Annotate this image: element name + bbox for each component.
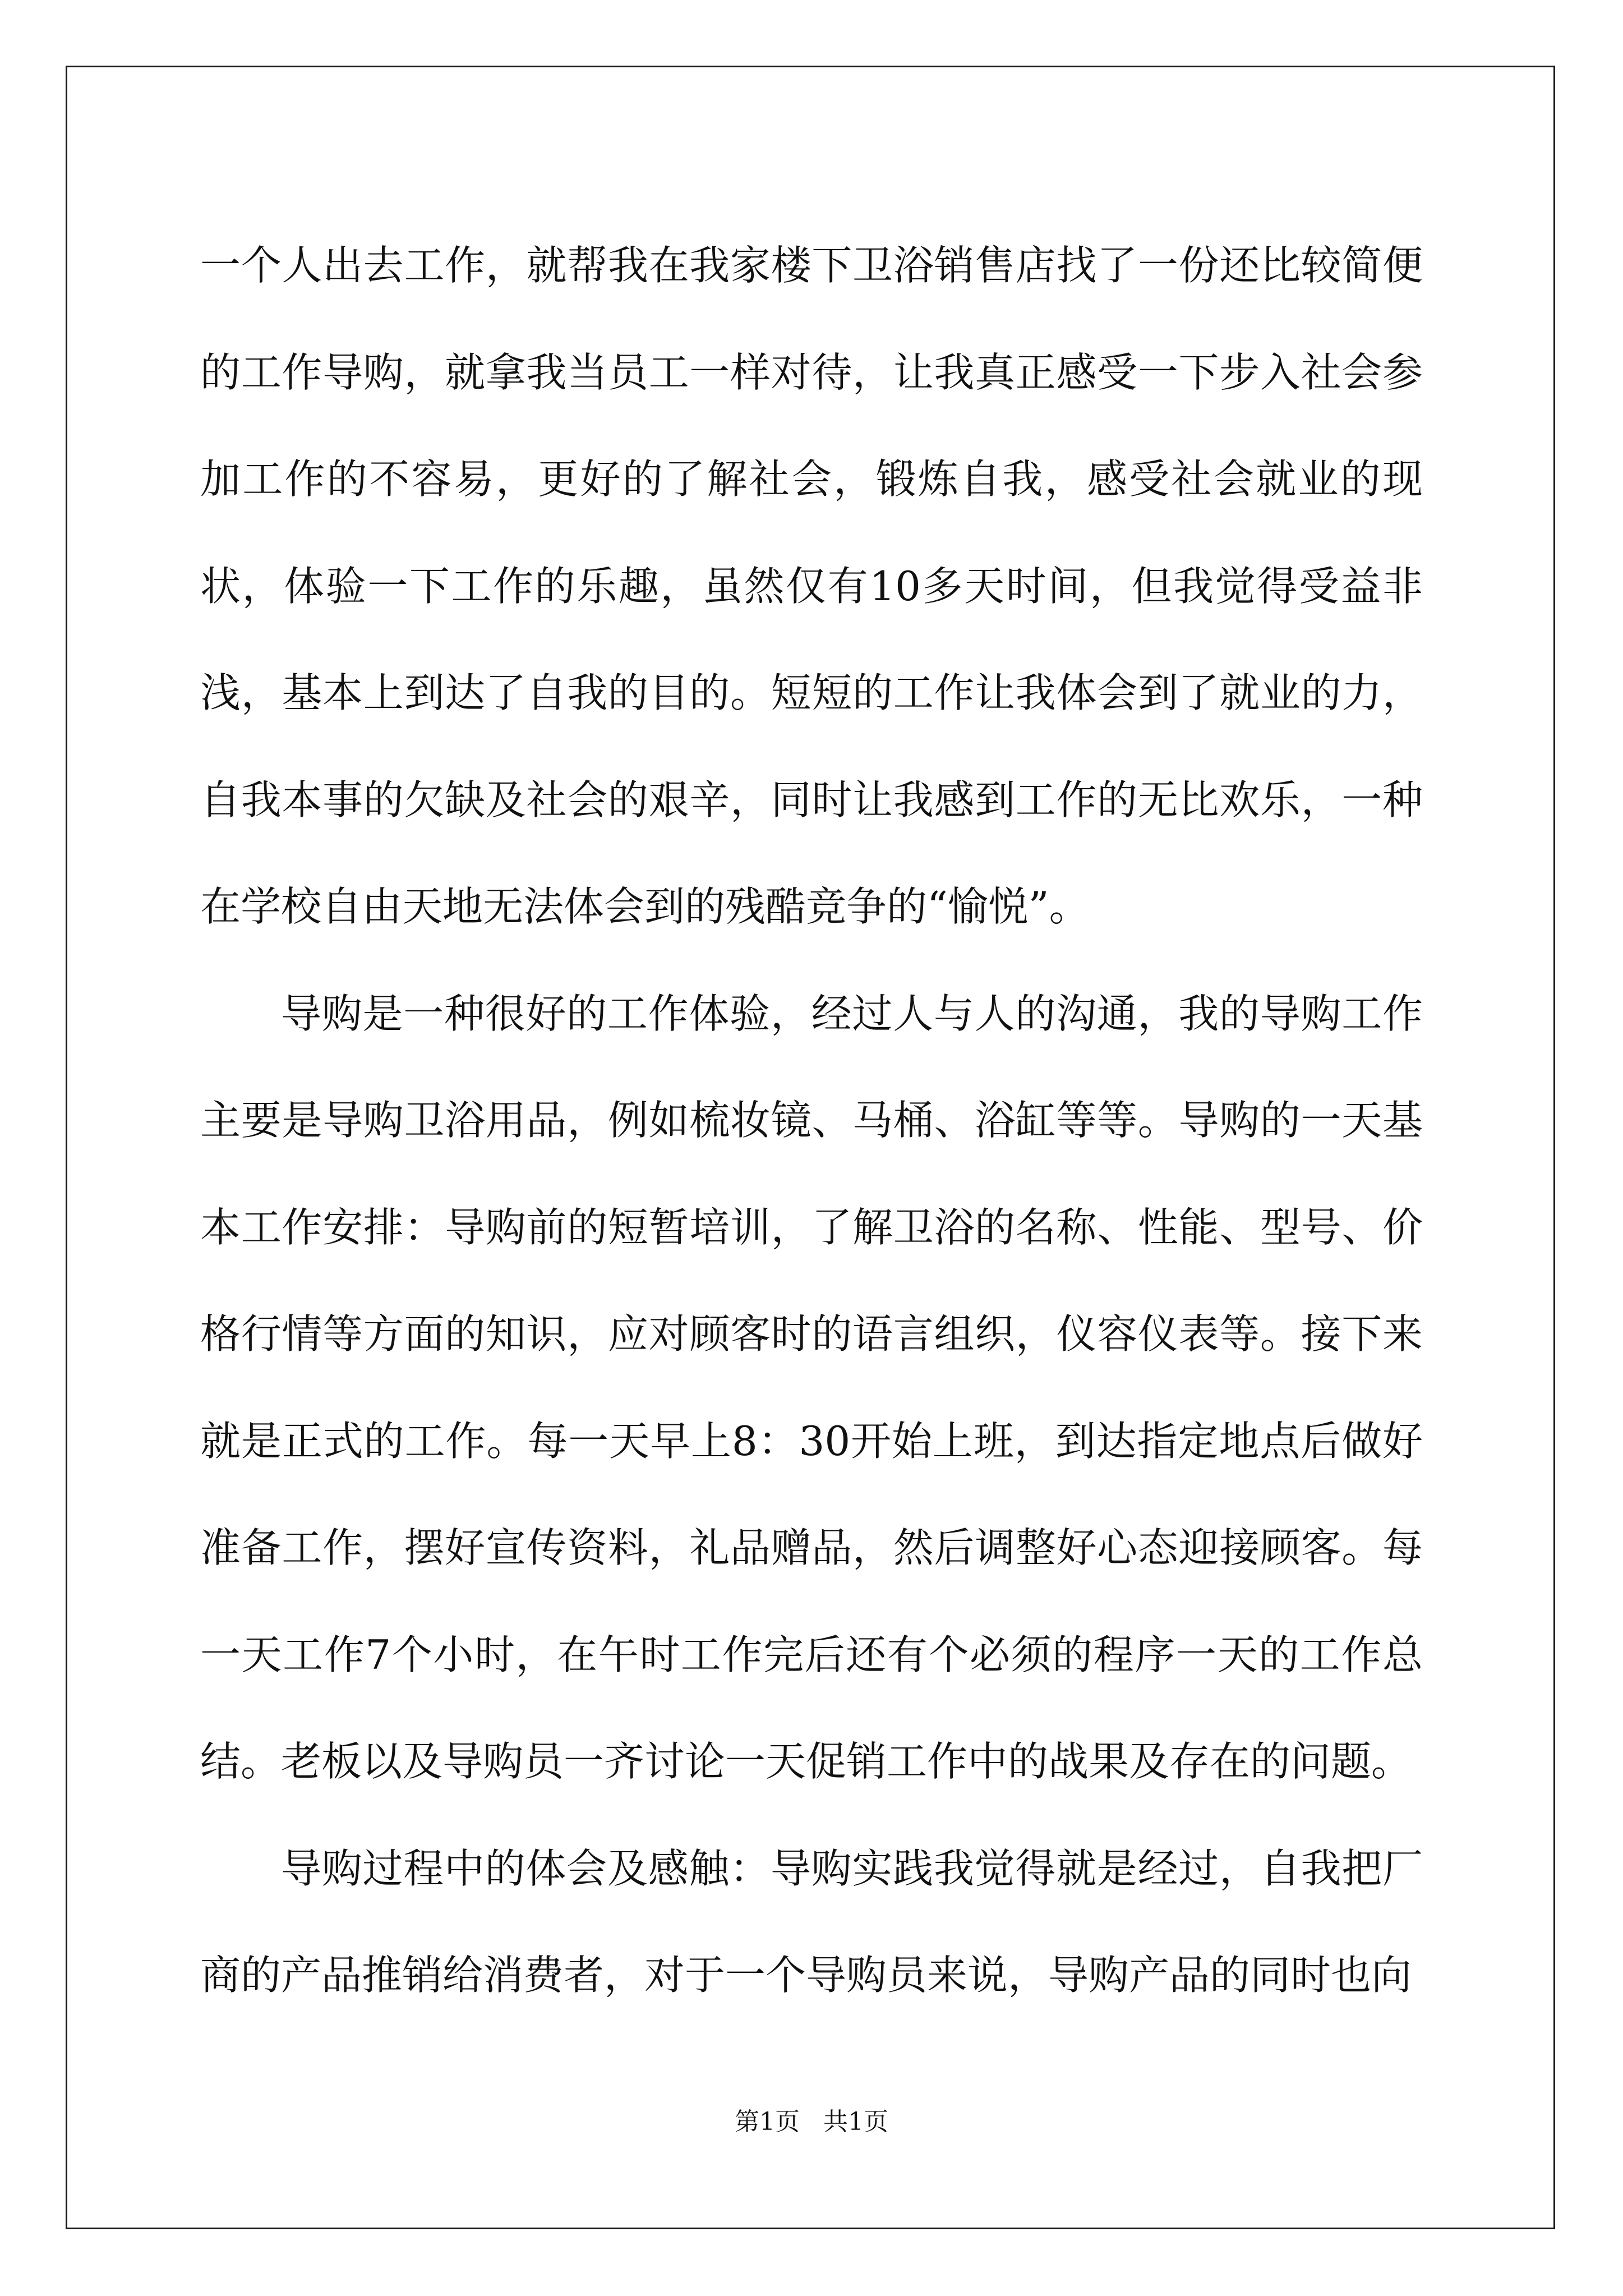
paragraph-2: 导购是一种很好的工作体验，经过人与人的沟通，我的导购工作主要是导购卫浴用品，例如梳妆镜、马桶、浴缸等等。导购的一天基本工作安排：导购前的短暂培训，了解卫浴的名称、性能、型号、价格行情等方面的知识，应对顾客时的语言组织，仪容仪表等。接下来就是正式的工作。每一天早上8：30开始上班，到达指定地点后做好准备工作，摆好宣传资料，礼品赠品，然后调整好心态迎接顾客。每一天工作7个小时，在午时工作完后还有个必须的程序一天的工作总结。老板以及导购员一齐讨论一天促销工作中的战果及存在的问题。 (200, 990, 1423, 1785)
paragraph-3: 导购过程中的体会及感触：导购实践我觉得就是经过，自我把厂商的产品推销给消费者，对于一个导购员来说，导购产品的同时也向 (200, 1844, 1423, 1999)
paragraph-1: 一个人出去工作，就帮我在我家楼下卫浴销售店找了一份还比较简便的工作导购，就拿我当员工一样对待，让我真正感受一下步入社会参加工作的不容易，更好的了解社会，锻炼自我，感受社会就业的现状，体验一下工作的乐趣，虽然仅有10多天时间，但我觉得受益非浅，基本上到达了自我的目的。短短的工作让我体会到了就业的力，自我本事的欠缺及社会的艰辛，同时让我感到工作的无比欢乐，一种在学校自由天地无法体会到的残酷竞争的“愉悦”。 (200, 242, 1423, 930)
document-body (200, 212, 1423, 2029)
page-number-footer: 第1页 共1页 (735, 2108, 888, 2136)
